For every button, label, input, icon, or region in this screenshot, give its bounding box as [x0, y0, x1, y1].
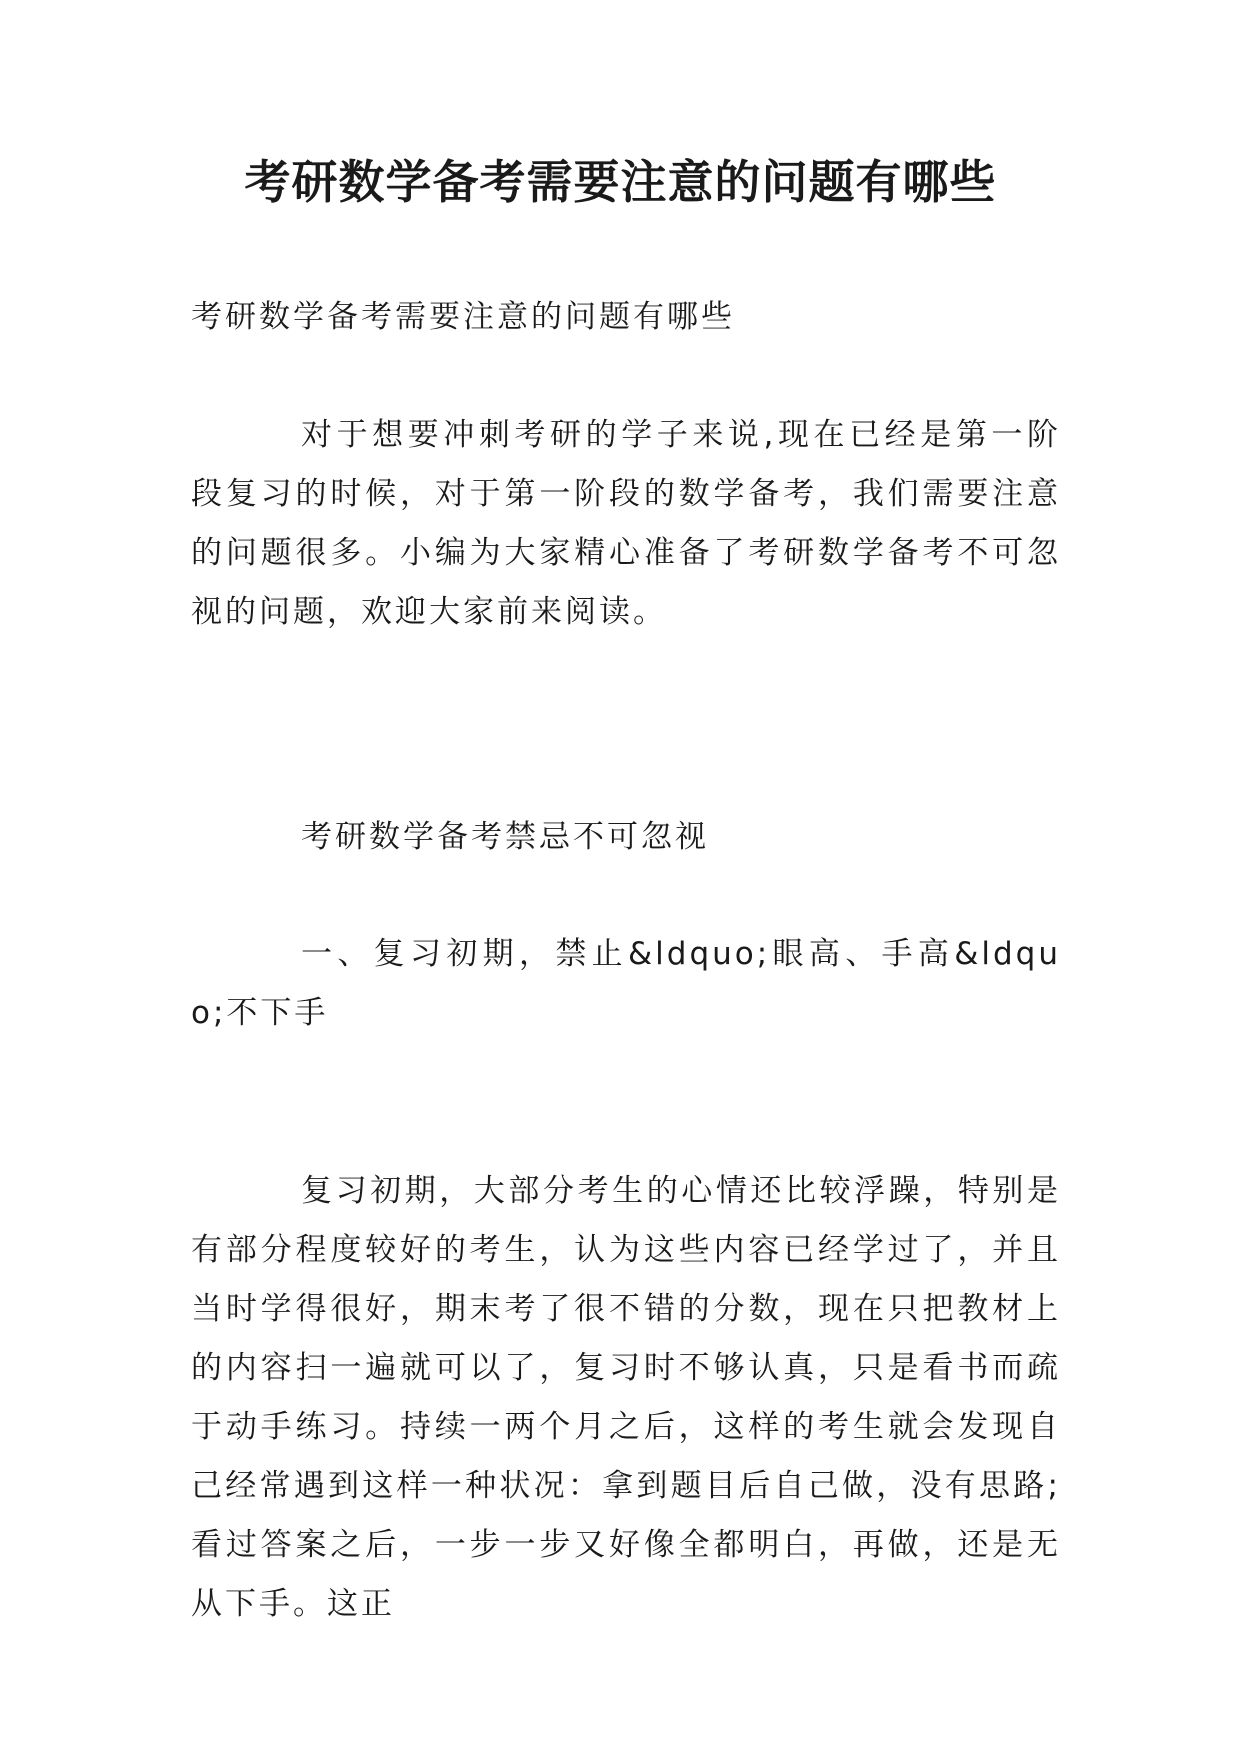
point-one-paragraph: 复习初期，大部分考生的心情还比较浮躁，特别是有部分程度较好的考生，认为这些内容已经学过了，并且当时学得很好，期末考了很不错的分数，现在只把教材上的内容扫一遍就可以了，复习时不够认真，只是看书而疏于动手练习。持续一两个月之后，这样的考生就会发现自己经常遇到这样一种状况：拿到题目后自己做，没有思路;看过答案之后，一步一步又好像全都明白，再做，还是无从下手。这正	[191, 1173, 1061, 1622]
point-one-heading: 一、复习初期，禁止&ldquo;眼高、手高&ldquo;不下手	[191, 936, 1061, 1031]
intro-paragraph: 对于想要冲刺考研的学子来说,现在已经是第一阶段复习的时候，对于第一阶段的数学备考，我们需要注意的问题很多。小编为大家精心准备了考研数学备考不可忽视的问题，欢迎大家前来阅读。	[191, 417, 1061, 630]
document-title: 考研数学备考需要注意的问题有哪些	[244, 155, 997, 209]
section-heading: 考研数学备考禁忌不可忽视	[301, 819, 709, 855]
document-subtitle: 考研数学备考需要注意的问题有哪些	[191, 299, 735, 335]
